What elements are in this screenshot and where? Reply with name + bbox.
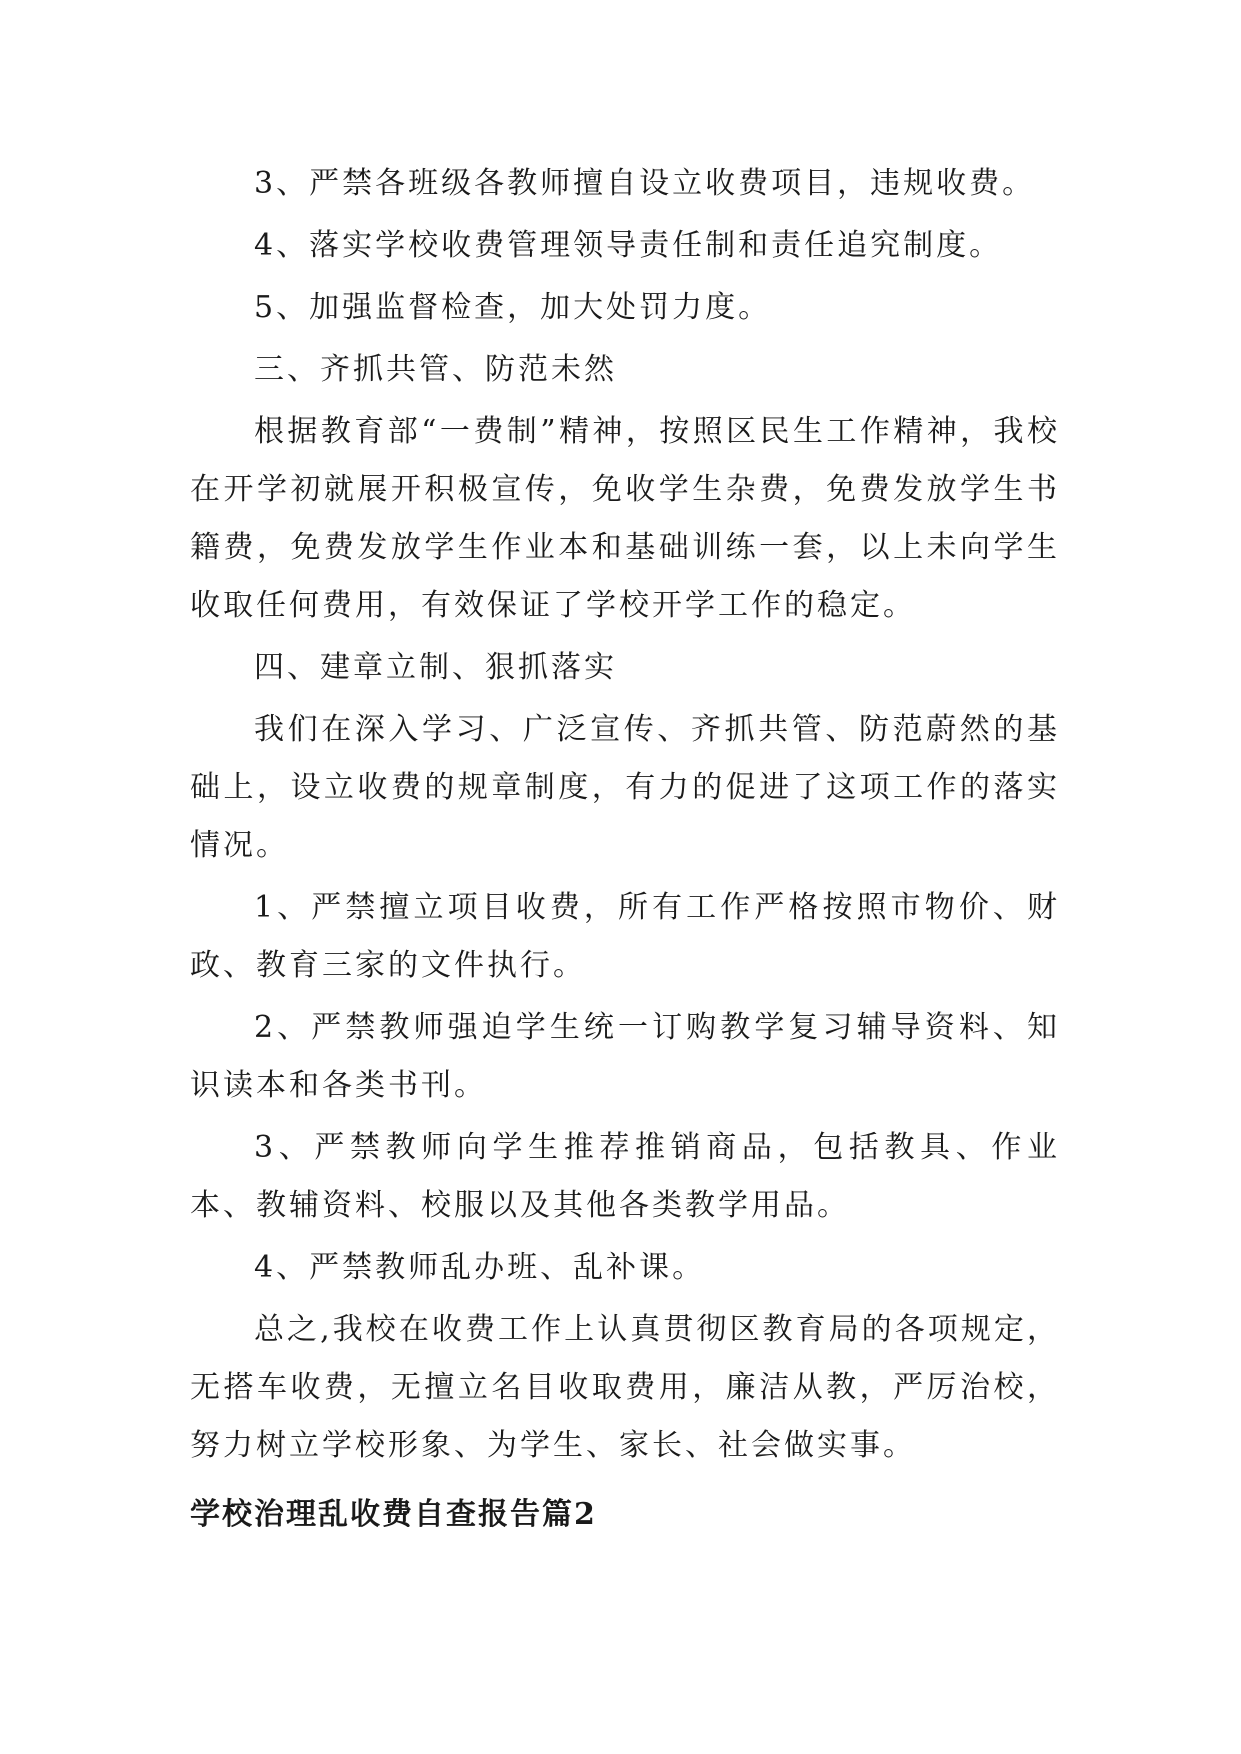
summary-paragraph: 总之,我校在收费工作上认真贯彻区教育局的各项规定，无搭车收费，无擅立名目收取费用，廉洁从教，严厉治校，努力树立学校形象、为学生、家长、社会做实事。	[190, 1312, 1060, 1463]
next-report-title: 学校治理乱收费自查报告篇2	[190, 1497, 597, 1532]
paragraph-regulations: 我们在深入学习、广泛宣传、齐抓共管、防范蔚然的基础上，设立收费的规章制度，有力的促进了这项工作的落实情况。	[190, 712, 1060, 863]
paragraph-item-3: 3、严禁各班级各教师擅自设立收费项目，违规收费。	[254, 166, 1036, 201]
rule-item-4: 4、严禁教师乱办班、乱补课。	[254, 1250, 706, 1285]
rule-item-1: 1、严禁擅立项目收费，所有工作严格按照市物价、财政、教育三家的文件执行。	[190, 890, 1060, 983]
paragraph-one-fee: 根据教育部“一费制”精神，按照区民生工作精神，我校在开学初就展开积极宣传，免收学生杂费，免费发放学生书籍费，免费发放学生作业本和基础训练一套，以上未向学生收取任何费用，有效保证了学校开学工作的稳定。	[190, 414, 1060, 623]
section-heading-4: 四、建章立制、狠抓落实	[254, 650, 617, 685]
rule-item-2: 2、严禁教师强迫学生统一订购教学复习辅导资料、知识读本和各类书刊。	[190, 1010, 1060, 1103]
document-body	[190, 155, 1060, 1479]
paragraph-item-5: 5、加强监督检查，加大处罚力度。	[254, 290, 772, 325]
section-heading-3: 三、齐抓共管、防范未然	[254, 352, 617, 387]
paragraph-item-4: 4、落实学校收费管理领导责任制和责任追究制度。	[254, 228, 1003, 263]
rule-item-3: 3、严禁教师向学生推荐推销商品，包括教具、作业本、教辅资料、校服以及其他各类教学用品。	[190, 1130, 1060, 1223]
